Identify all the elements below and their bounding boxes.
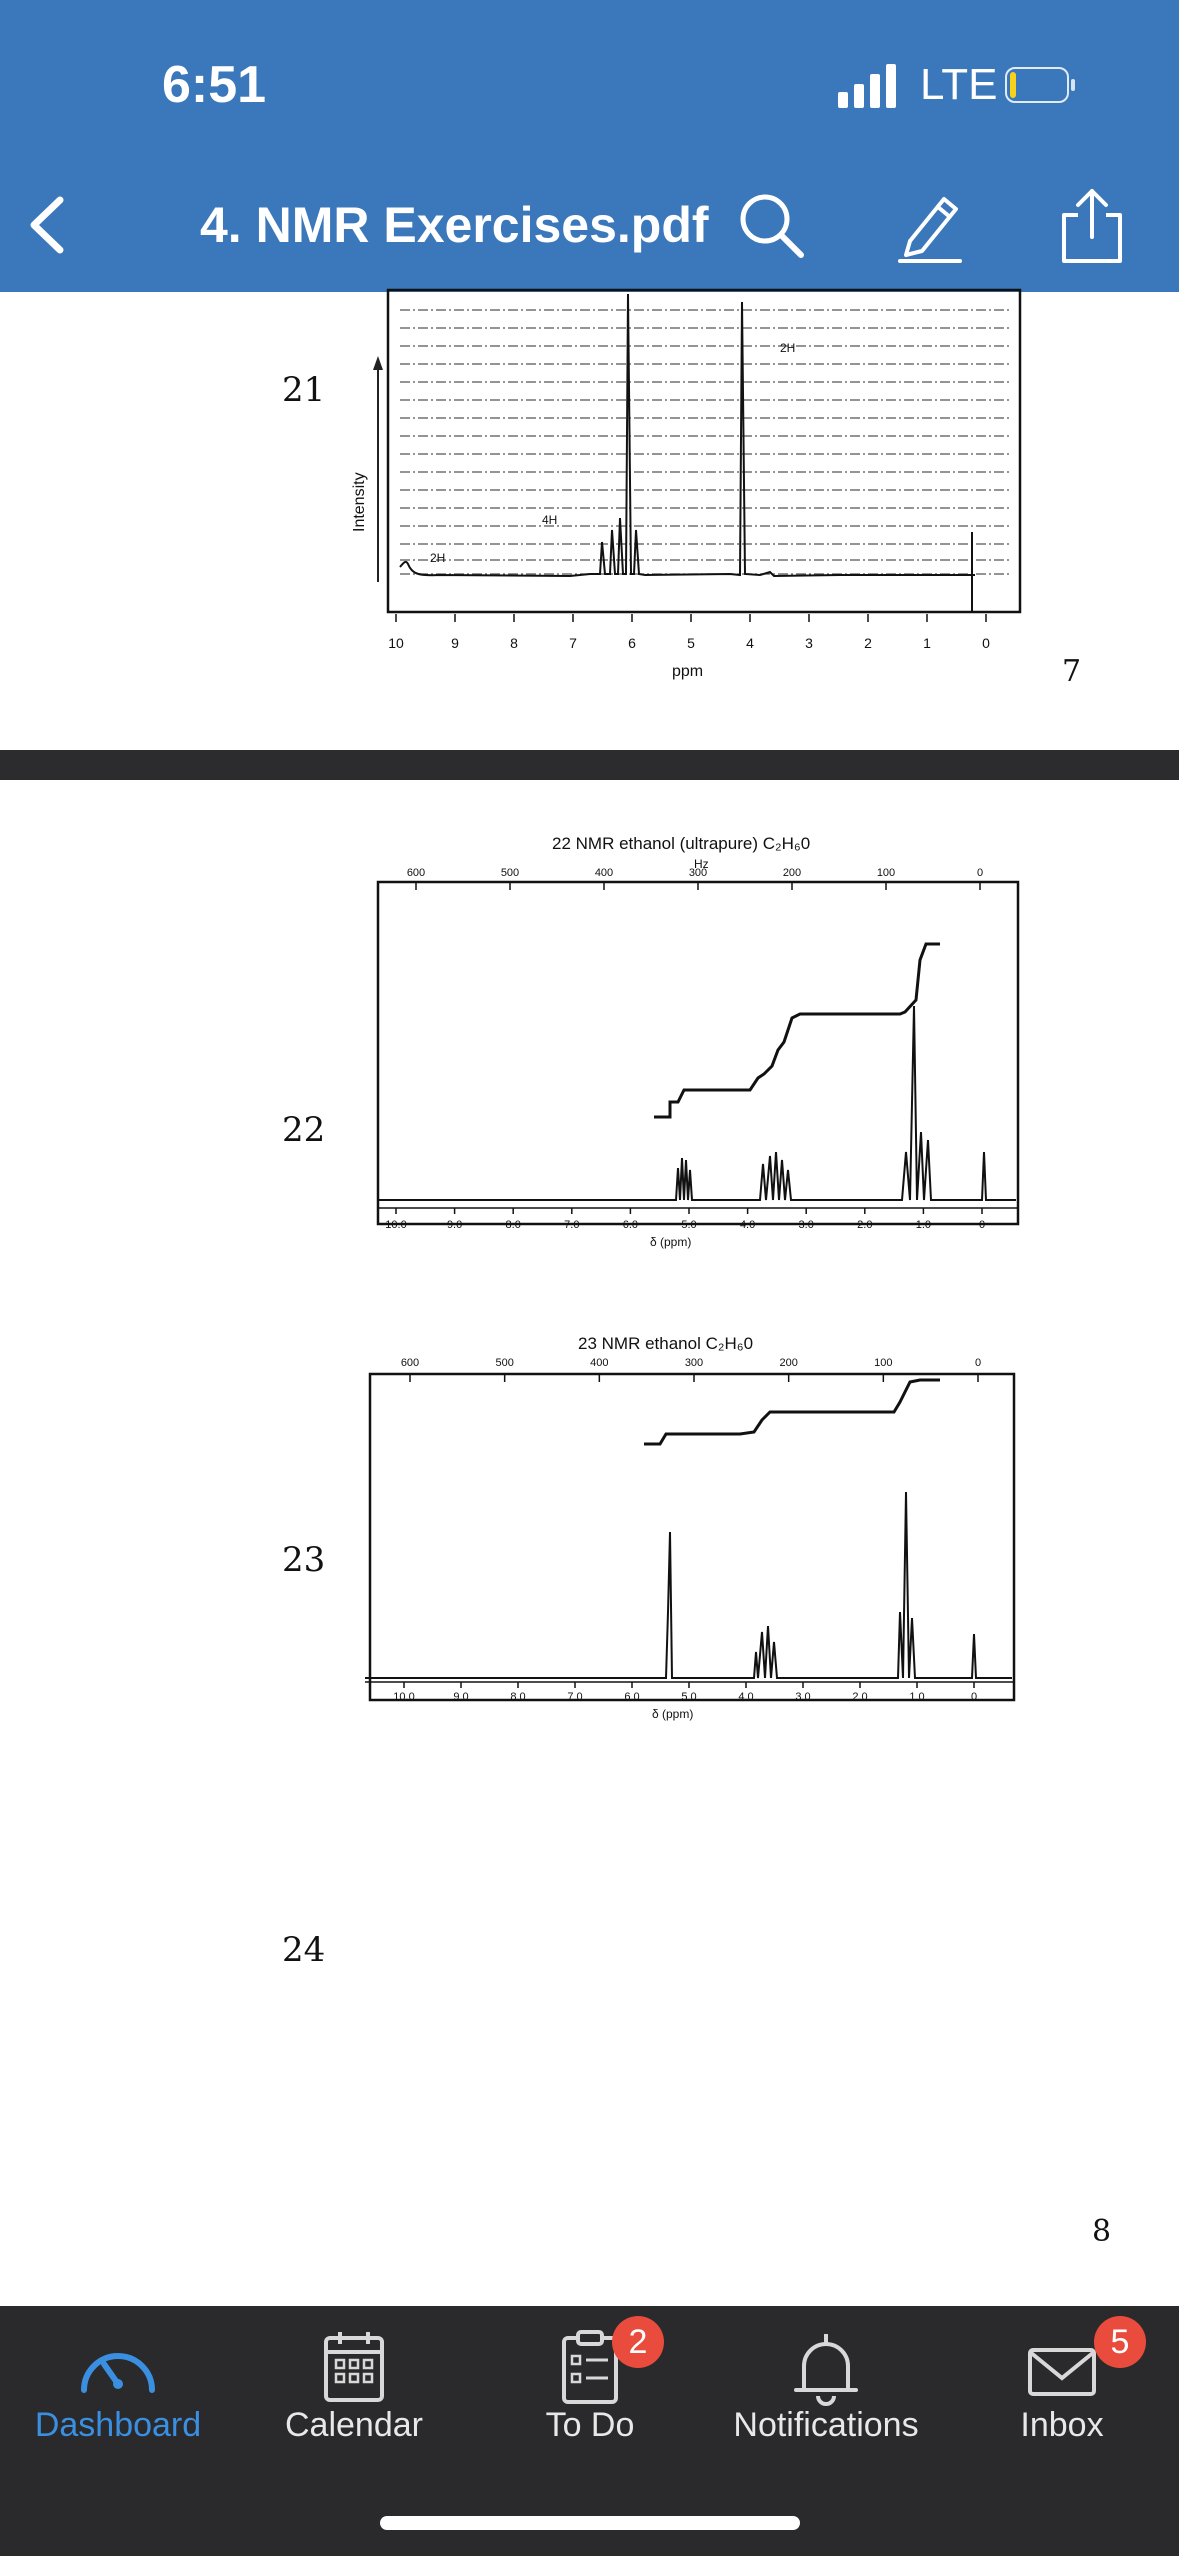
nmr-spectrum-21 [351,292,1040,712]
annotate-pen-icon[interactable] [890,185,970,265]
tab-label-inbox: Inbox [1020,2406,1104,2444]
axis-tick-label: 0 [982,635,990,651]
problem-number-21: 21 [282,370,326,410]
x-axis-ticks [388,614,990,651]
axis-tick-label: 300 [688,867,708,879]
tab-label-todo: To Do [545,2406,635,2444]
axis-tick-label: 0 [978,1219,986,1231]
network-type: LTE [920,60,998,109]
pdf-viewer[interactable] [0,292,1179,2306]
tab-label-calendar: Calendar [285,2406,423,2444]
axis-tick-label: 7.0 [567,1691,583,1703]
back-icon[interactable] [18,190,78,260]
axis-tick-label: 8.0 [510,1691,526,1703]
axis-tick-label: 300 [684,1357,704,1369]
todo-badge: 2 [612,2316,664,2368]
spectrum-22-title: 22 NMR ethanol (ultrapure) C₂H₆0 [552,834,811,853]
axis-tick-label: 6.0 [624,1691,640,1703]
axis-tick-label: 3 [805,635,813,651]
axis-tick-label: 0 [976,867,984,879]
axis-tick-label: 9 [451,635,459,651]
axis-tick-label: 3.0 [795,1691,811,1703]
battery-icon [1005,67,1077,103]
problem-number-23: 23 [282,1540,326,1580]
axis-tick-label: 5.0 [681,1691,697,1703]
y-axis-label: Intensity [351,472,368,532]
axis-tick-label: 1.0 [909,1691,925,1703]
axis-tick-label: 10.0 [393,1691,415,1703]
axis-tick-label: 1 [923,635,931,651]
ppm-axis-ticks [385,1208,985,1231]
document-title: 4. NMR Exercises.pdf [200,197,709,253]
axis-tick-label: 2.0 [857,1219,873,1231]
axis-tick-label: 0 [974,1357,982,1369]
axis-tick-label: 500 [500,867,520,879]
axis-tick-label: 600 [406,867,426,879]
axis-tick-label: 4.0 [738,1691,754,1703]
axis-tick-label: 2.0 [852,1691,868,1703]
tab-inbox[interactable] [944,2306,1180,2556]
spectrum-22-xlabel: δ (ppm) [650,1235,692,1249]
axis-tick-label: 5 [687,635,695,651]
tab-label-notifications: Notifications [733,2406,919,2444]
spectrum-22-hz-label: Hz [694,857,709,871]
axis-tick-label: 100 [874,1357,893,1369]
hz-axis-ticks [407,867,983,890]
axis-tick-label: 500 [495,1357,514,1369]
axis-tick-label: 200 [779,1357,798,1369]
axis-tick-label: 4 [746,635,754,651]
nmr-spectrum-22 [360,830,1040,1300]
axis-tick-label: 0 [970,1691,978,1703]
nmr-spectrum-23 [360,1332,1040,1752]
problem-number-22: 22 [282,1110,326,1150]
x-axis-label: ppm [672,663,704,680]
problem-number-24: 24 [282,1930,326,1970]
peak-label-4h: 4H [542,513,558,527]
axis-tick-label: 400 [594,867,614,879]
page-number-8: 8 [1092,2214,1112,2249]
tab-dashboard[interactable] [0,2306,236,2556]
axis-tick-label: 9.0 [453,1691,469,1703]
axis-tick-label: 7.0 [564,1219,580,1231]
tab-label-dashboard: Dashboard [34,2406,202,2444]
axis-tick-label: 400 [590,1357,609,1369]
home-indicator[interactable] [380,2516,800,2530]
spectrum-23-xlabel: δ (ppm) [652,1707,694,1721]
axis-tick-label: 8.0 [505,1219,521,1231]
axis-tick-label: 6 [628,635,636,651]
spectrum-23-title: 23 NMR ethanol C₂H₆0 [578,1334,754,1353]
axis-tick-label: 10 [388,635,404,651]
signal-icon [838,64,900,108]
axis-tick-label: 600 [400,1357,420,1369]
page-number-7: 7 [1062,654,1082,689]
peak-label-2h-right: 2H [780,341,796,355]
bell-icon [776,2328,876,2408]
axis-tick-label: 6.0 [622,1219,639,1231]
inbox-badge: 5 [1094,2316,1146,2368]
axis-tick-label: 2 [864,635,872,651]
search-icon[interactable] [731,185,811,265]
axis-tick-label: 3.0 [798,1219,814,1231]
peak-label-2h-left: 2H [430,551,446,565]
pdf-page-8 [0,780,1179,2306]
axis-tick-label: 9.0 [446,1219,463,1231]
status-time: 6:51 [162,56,267,114]
calendar-icon [304,2328,404,2408]
app-header [0,0,1179,292]
axis-tick-label: 7 [569,635,577,651]
axis-tick-label: 100 [876,867,896,879]
axis-tick-label: 8 [510,635,518,651]
axis-tick-label: 10.0 [385,1219,407,1231]
share-icon[interactable] [1052,185,1132,265]
hz-axis-ticks [401,1357,981,1382]
axis-tick-label: 1.0 [915,1219,932,1231]
page-separator [0,750,1179,780]
axis-tick-label: 5.0 [681,1219,697,1231]
axis-tick-label: 4.0 [739,1219,756,1231]
axis-tick-label: 200 [782,867,802,879]
dashboard-icon [68,2328,168,2408]
pdf-page-7 [0,292,1179,750]
